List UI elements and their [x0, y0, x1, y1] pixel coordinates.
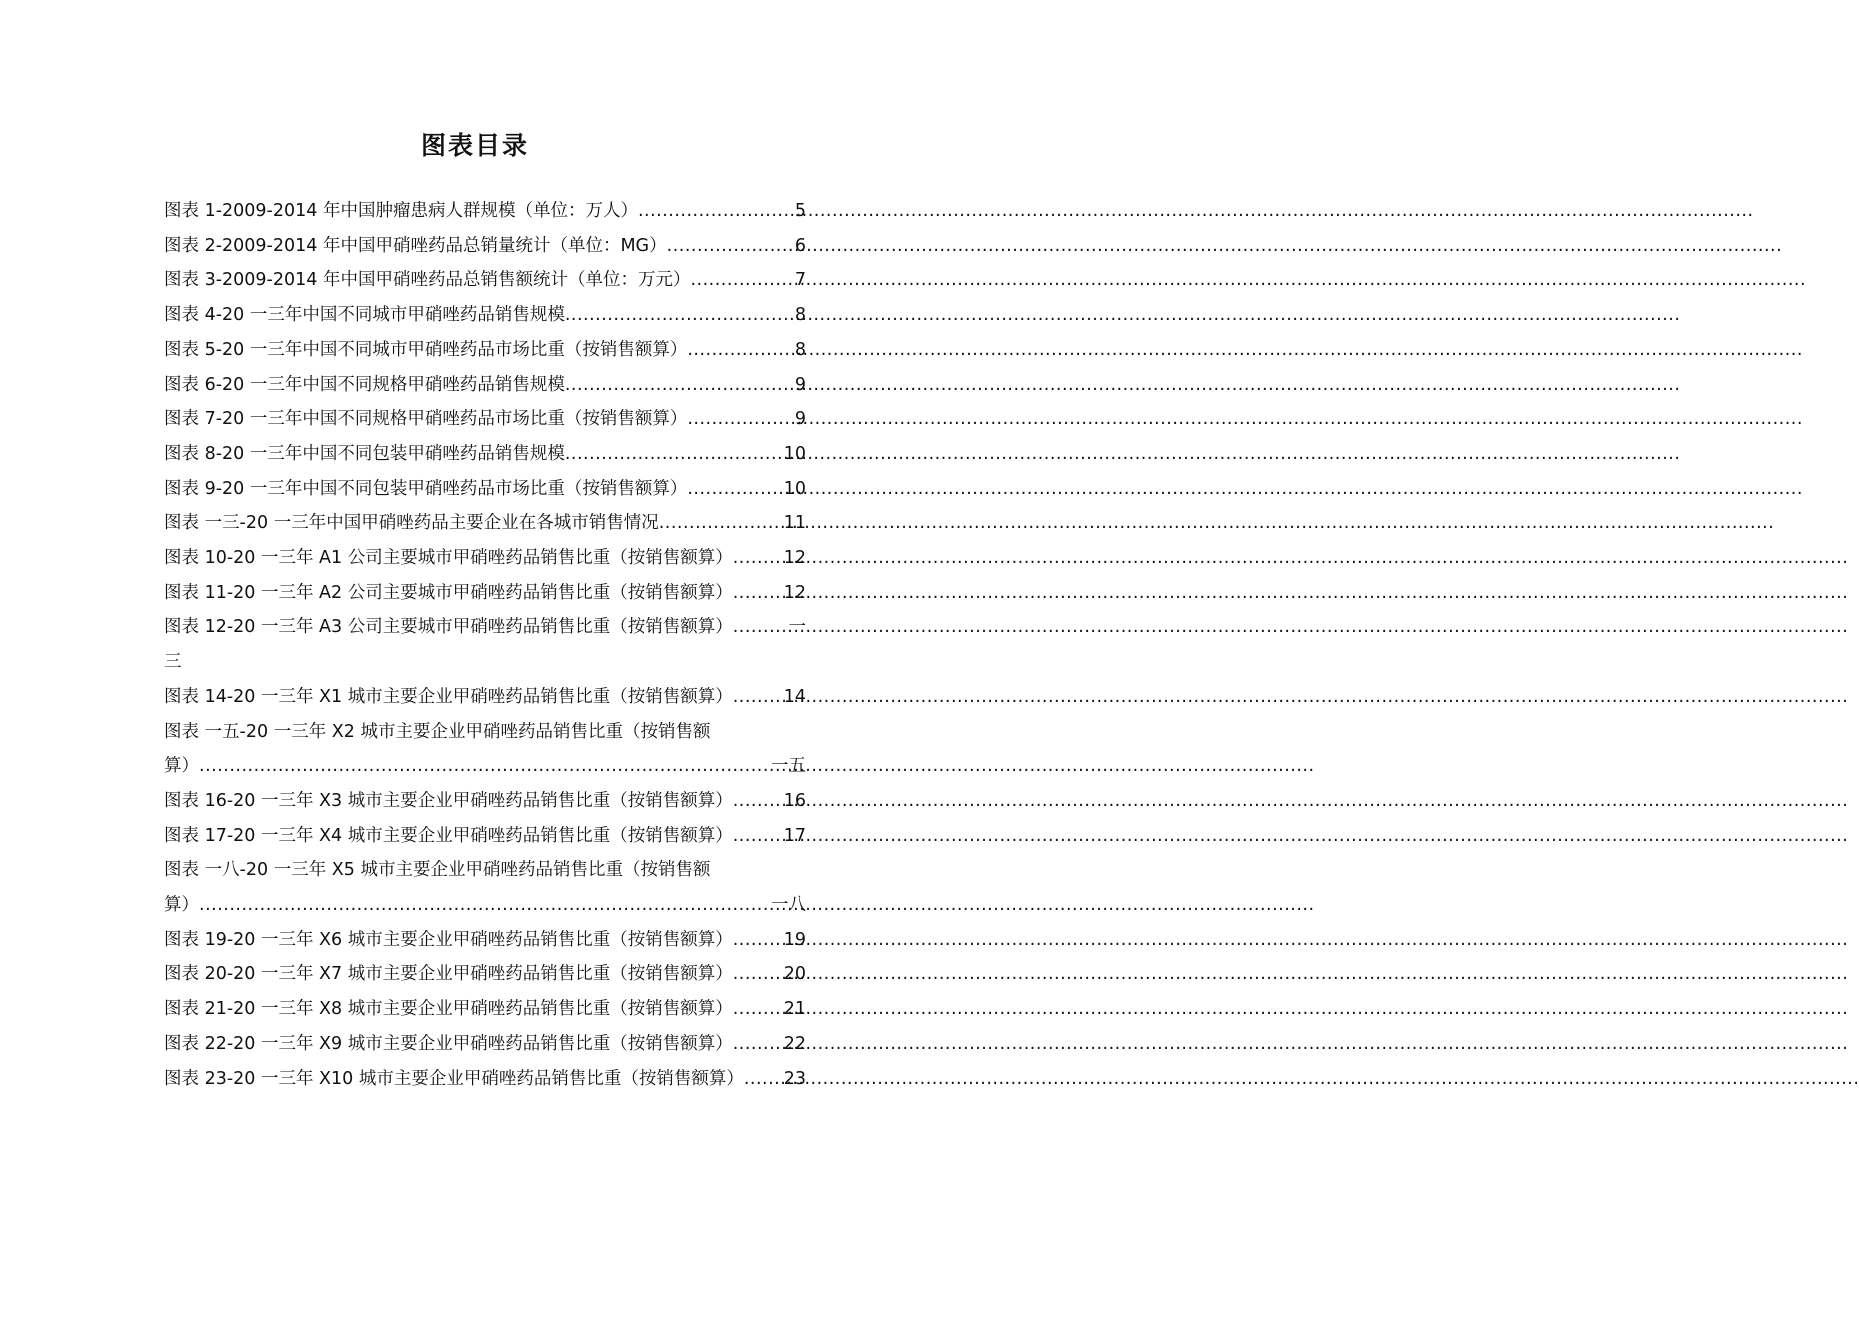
- toc-entry-page: 17: [783, 825, 806, 846]
- toc-entry-line: [164, 472, 806, 507]
- toc-entry-label: 图表 19-20 一三年 X6 城市主要企业甲硝唑药品销售比重（按销售额算）: [164, 929, 733, 950]
- toc-entry-label: 图表 一五-20 一三年 X2 城市主要企业甲硝唑药品销售比重（按销售额: [164, 721, 711, 742]
- toc-entry-page: 22: [783, 1033, 806, 1054]
- toc-entry[interactable]: [164, 194, 806, 229]
- toc-entry-label: 图表 2-2009-2014 年中国甲硝唑药品总销量统计（单位：MG）: [164, 235, 667, 256]
- toc-entry-label: 图表 11-20 一三年 A2 公司主要城市甲硝唑药品销售比重（按销售额算）: [164, 582, 733, 603]
- toc-entry-page: 11: [783, 513, 806, 534]
- toc-entry-line: [164, 957, 806, 992]
- toc-entry-label: 图表 一八-20 一三年 X5 城市主要企业甲硝唑药品销售比重（按销售额: [164, 860, 711, 881]
- toc-entry-label: 图表 20-20 一三年 X7 城市主要企业甲硝唑药品销售比重（按销售额算）: [164, 964, 733, 985]
- toc-entry-page: 8: [794, 305, 806, 326]
- toc-entry[interactable]: [164, 506, 806, 541]
- toc-entry[interactable]: [164, 333, 806, 368]
- toc-entry[interactable]: [164, 368, 806, 403]
- dot-leader: [733, 576, 784, 611]
- toc-entry[interactable]: [164, 923, 806, 958]
- dot-leader: [687, 333, 795, 368]
- toc-entry-page: 5: [794, 201, 806, 221]
- dot-leader: [687, 402, 795, 437]
- toc-entry-page: 19: [783, 929, 806, 950]
- toc-entry-line: [164, 610, 806, 645]
- toc-entry-label: 图表 23-20 一三年 X10 城市主要企业甲硝唑药品销售比重（按销售额算）: [164, 1068, 744, 1089]
- dot-leader: [199, 749, 771, 784]
- toc-entry-label: 图表 22-20 一三年 X9 城市主要企业甲硝唑药品销售比重（按销售额算）: [164, 1033, 733, 1054]
- toc-entry-label: 图表 6-20 一三年中国不同规格甲硝唑药品销售规模: [164, 374, 565, 395]
- toc-entry-label: 图表 5-20 一三年中国不同城市甲硝唑药品市场比重（按销售额算）: [164, 339, 688, 360]
- toc-entry-line: [164, 263, 806, 298]
- toc-entry-label: 图表 16-20 一三年 X3 城市主要企业甲硝唑药品销售比重（按销售额算）: [164, 790, 733, 811]
- toc-entry-label: 图表 17-20 一三年 X4 城市主要企业甲硝唑药品销售比重（按销售额算）: [164, 825, 733, 846]
- toc-entry-line: [164, 1062, 806, 1097]
- toc-entry[interactable]: [164, 715, 806, 784]
- toc-entry-line: [164, 402, 806, 437]
- toc-entry-line: [164, 853, 806, 888]
- toc-entry[interactable]: [164, 402, 806, 437]
- toc-entry-line: [164, 229, 806, 264]
- dot-leader: [744, 1062, 784, 1097]
- toc-entry[interactable]: [164, 957, 806, 992]
- toc-entry-label: 图表 一三-20 一三年中国甲硝唑药品主要企业在各城市销售情况: [164, 513, 659, 534]
- toc-entry-page: 12: [783, 548, 806, 569]
- toc-entry-label: 图表 9-20 一三年中国不同包装甲硝唑药品市场比重（按销售额算）: [164, 478, 688, 499]
- toc-entry-line: [164, 506, 806, 541]
- page-title: 图表目录: [420, 131, 529, 160]
- toc-entry-line: [164, 194, 806, 229]
- toc-entry[interactable]: [164, 576, 806, 611]
- toc-entry-continuation: 算）: [164, 895, 199, 916]
- dot-leader: [733, 923, 784, 958]
- toc-entry-page: 9: [794, 374, 806, 395]
- toc-entry-page: 21: [783, 999, 806, 1020]
- toc-entry-continuation-line: [164, 888, 806, 923]
- toc-entry-label: 图表 3-2009-2014 年中国甲硝唑药品总销售额统计（单位：万元）: [164, 270, 691, 291]
- dot-leader: [733, 819, 784, 854]
- dot-leader: [733, 610, 789, 645]
- dot-leader: [638, 194, 795, 229]
- toc-entry-page: 一: [788, 617, 806, 638]
- toc-entry-page: 8: [794, 339, 806, 360]
- toc-entry-label: 图表 12-20 一三年 A3 公司主要城市甲硝唑药品销售比重（按销售额算）: [164, 617, 733, 638]
- toc-entry-page: 6: [794, 235, 806, 256]
- toc-entry-page: 20: [783, 964, 806, 985]
- dot-leader: [667, 229, 795, 264]
- toc-entry-line: [164, 923, 806, 958]
- toc-entry-page: 一五: [771, 756, 806, 777]
- toc-entry-continuation: 算）: [164, 756, 199, 777]
- toc-entry-continuation-line: [164, 749, 806, 784]
- toc-entry[interactable]: [164, 437, 806, 472]
- toc-entry-label: 图表 21-20 一三年 X8 城市主要企业甲硝唑药品销售比重（按销售额算）: [164, 999, 733, 1020]
- toc-entry-page: 16: [783, 790, 806, 811]
- toc-entry-label: 图表 14-20 一三年 X1 城市主要企业甲硝唑药品销售比重（按销售额算）: [164, 686, 733, 707]
- toc-entry-label: 图表 4-20 一三年中国不同城市甲硝唑药品销售规模: [164, 305, 565, 326]
- toc-entry[interactable]: [164, 1027, 806, 1062]
- toc-entry[interactable]: [164, 298, 806, 333]
- toc-entry-line: [164, 819, 806, 854]
- toc-entry-line: [164, 1027, 806, 1062]
- toc-entry-page: 12: [783, 582, 806, 603]
- toc-entry-page: 7: [794, 270, 806, 291]
- table-of-figures: [164, 194, 806, 1096]
- dot-leader: [659, 506, 784, 541]
- toc-entry[interactable]: [164, 472, 806, 507]
- toc-entry[interactable]: [164, 229, 806, 264]
- toc-entry-line: [164, 784, 806, 819]
- toc-entry-line: [164, 992, 806, 1027]
- toc-entry-page: 23: [783, 1068, 806, 1089]
- toc-entry-label: 图表 1-2009-2014 年中国肿瘤患病人群规模（单位：万人）: [164, 201, 638, 221]
- dot-leader: [565, 368, 795, 403]
- toc-entry[interactable]: [164, 610, 806, 679]
- toc-entry[interactable]: [164, 853, 806, 922]
- toc-entry-label: 图表 8-20 一三年中国不同包装甲硝唑药品销售规模: [164, 443, 565, 464]
- toc-entry[interactable]: [164, 541, 806, 576]
- dot-leader: [690, 263, 794, 298]
- dot-leader: [733, 957, 784, 992]
- dot-leader: [733, 992, 784, 1027]
- dot-leader: [199, 888, 771, 923]
- dot-leader: [733, 1027, 784, 1062]
- dot-leader: [687, 472, 783, 507]
- toc-entry-continuation: 三: [164, 652, 182, 673]
- toc-entry-page: 10: [783, 478, 806, 499]
- toc-entry[interactable]: [164, 784, 806, 819]
- toc-entry-label: 图表 7-20 一三年中国不同规格甲硝唑药品市场比重（按销售额算）: [164, 409, 688, 430]
- toc-entry-page: 9: [794, 409, 806, 430]
- toc-entry-page: 10: [783, 443, 806, 464]
- toc-entry-line: [164, 576, 806, 611]
- toc-entry-line: [164, 541, 806, 576]
- toc-entry-line: [164, 437, 806, 472]
- toc-entry[interactable]: [164, 819, 806, 854]
- toc-entry-page: 一八: [771, 895, 806, 916]
- toc-entry[interactable]: [164, 680, 806, 715]
- toc-entry-line: [164, 298, 806, 333]
- dot-leader: [733, 784, 784, 819]
- dot-leader: [565, 437, 784, 472]
- toc-entry-page: 14: [783, 686, 806, 707]
- toc-entry[interactable]: [164, 992, 806, 1027]
- toc-entry[interactable]: [164, 1062, 806, 1097]
- toc-entry-line: [164, 680, 806, 715]
- toc-entry-line: [164, 333, 806, 368]
- toc-entry-line: [164, 368, 806, 403]
- dot-leader: [565, 298, 795, 333]
- dot-leader: [733, 541, 784, 576]
- toc-entry-line: [164, 715, 806, 750]
- dot-leader: [733, 680, 784, 715]
- toc-entry[interactable]: [164, 263, 806, 298]
- toc-entry-label: 图表 10-20 一三年 A1 公司主要城市甲硝唑药品销售比重（按销售额算）: [164, 548, 733, 569]
